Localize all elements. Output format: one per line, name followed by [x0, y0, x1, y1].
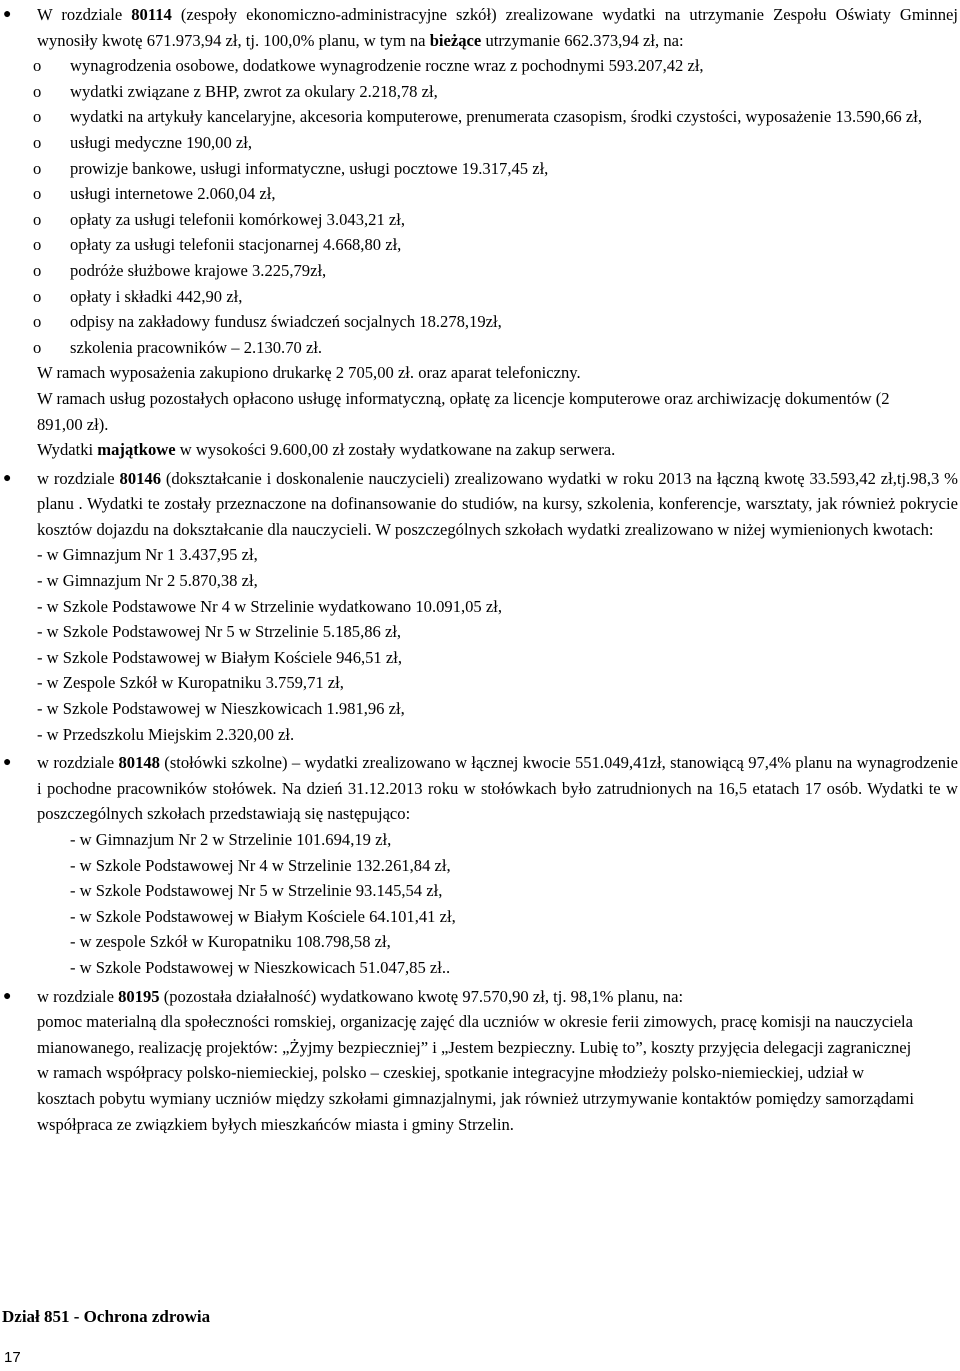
circle-bullet-icon: o [33, 235, 42, 255]
list-item: o opłaty za usługi telefonii komórkowej 3.043,21 zł, [0, 207, 956, 233]
bold-word: majątkowe [97, 440, 176, 460]
list-item: o opłaty za usługi telefonii stacjonarnej 4.668,80 zł, [0, 232, 956, 258]
text: (zespoły ekonomiczno-administracyjne szkół) zrealizowane wydatki na utrzymanie Zespołu Oświaty Gminnej wynosiły kwotę 671.973,94 zł, tj. 100,0% planu, w tym na [37, 5, 958, 50]
chapter-number: 80148 [118, 753, 160, 773]
bullet-icon: ● [3, 988, 12, 1004]
list-item: o wynagrodzenia osobowe, dodatkowe wynagrodzenie roczne wraz z pochodnymi 593.207,42 zł, [0, 53, 956, 79]
list-item: - w Zespole Szkół w Kuropatniku 3.759,71 zł, [37, 673, 344, 693]
bold-word: bieżące [429, 30, 482, 50]
circle-bullet-icon: o [33, 81, 42, 101]
list-item: - w Szkole Podstawowe Nr 4 w Strzelinie wydatkowano 10.091,05 zł, [37, 596, 503, 616]
bullet-icon: ● [3, 470, 12, 486]
section-80146: ● w rozdziale 80146 (dokształcanie i doskonalenie nauczycieli) zrealizowano wydatki w roku 2013 na łączną kwotę 33.593,42 zł,tj.98,3 % planu . Wydatki te zostały przeznaczone na dofinansowanie do studiów, na kursy, szkolenia, konferencje, warsztaty, jak również pokrycie kosztów dojazdu na dokształcanie dla nauczycieli. W poszczególnych szkołach wydatki zrealizowano w niżej wymienionych kwotach: [0, 466, 958, 543]
section-80148: ● w rozdziale 80148 (stołówki szkolne) – wydatki zrealizowano w łącznej kwocie 551.049,41zł, stanowiącą 97,4% planu na wynagrodzenie i pochodne pracowników stołówek. Na dzień 31.12.2013 roku w stołówkach było zatrudnionych na 16,5 etatach 17 osób. Wydatki te w poszczególnych szkołach przedstawiają się następująco: [0, 750, 958, 827]
list-item: - w Gimnazjum Nr 2 5.870,38 zł, [37, 571, 258, 591]
list-item: o usługi medyczne 190,00 zł, [0, 130, 956, 156]
list-80148 [0, 827, 960, 981]
list-item: - w Gimnazjum Nr 1 3.437,95 zł, [37, 545, 258, 565]
bullet-icon: ● [3, 7, 12, 22]
circle-bullet-icon: o [33, 286, 42, 306]
section-80114 [0, 2, 958, 53]
list-item: o szkolenia pracowników – 2.130.70 zł. [0, 335, 956, 361]
paragraph: W ramach usług pozostałych opłacono usługę informatyczną, opłatę za licencje komputerowe oraz archiwizację dokumentów (2 891,00 zł). [37, 388, 890, 434]
list-item: o wydatki na artykuły kancelaryjne, akcesoria komputerowe, prenumerata czasopism, środki czystości, wyposażenie 13.590,66 zł, [0, 104, 956, 130]
list-item: o opłaty i składki 442,90 zł, [0, 284, 956, 310]
chapter-number: 80114 [131, 5, 172, 24]
list-item: - w Szkole Podstawowej w Nieszkowicach 51.047,85 zł.. [70, 957, 451, 977]
chapter-number: 80146 [119, 468, 162, 488]
list-item: o prowizje bankowe, usługi informatyczne, usługi pocztowe 19.317,45 zł, [0, 156, 956, 182]
list-item: - w Szkole Podstawowej Nr 5 w Strzelinie 5.185,86 zł, [37, 622, 402, 642]
list-item: - w Szkole Podstawowej w Białym Kościele 64.101,41 zł, [70, 906, 456, 926]
circle-bullet-icon: o [33, 209, 42, 229]
text: W rozdziale [37, 5, 132, 24]
circle-bullet-icon: o [33, 337, 42, 357]
circle-bullet-icon: o [33, 107, 42, 127]
circle-bullet-icon: o [33, 184, 42, 204]
list-item: o usługi internetowe 2.060,04 zł, [0, 181, 956, 207]
list-item: - w Przedszkolu Miejskim 2.320,00 zł. [37, 724, 295, 744]
list-item: - w Szkole Podstawowej Nr 4 w Strzelinie 132.261,84 zł, [70, 855, 451, 875]
list-item: - w Szkole Podstawowej w Białym Kościele 946,51 zł, [37, 647, 403, 667]
bullet-icon: ● [3, 755, 12, 771]
list-item: o odpisy na zakładowy fundusz świadczeń socjalnych 18.278,19zł, [0, 309, 956, 335]
paragraph: pomoc materialną dla społeczności romskiej, organizację zajęć dla uczniów w okresie ferii zimowych, pracę komisji na nauczyciela mianowanego, realizację projektów: „Żyjmy bezpieczniej” i „Jestem bezpieczny. Lubię to”, koszty przyjęcia delegacji zagranicznej w ramach współpracy polsko-niemieckiej, polsko – czeskiej, spotkanie integracyjne młodzieży polsko-niemieckiej, udział w kosztach pobytu wymiany uczniów między szkołami gimnazjalnymi, jak również utrzymywanie kontaktów pomiędzy samorządami współpraca ze związkiem byłych mieszkańców miasta i gminy Strzelin. [37, 1012, 914, 1134]
text: utrzymanie 662.373,94 zł, na: [481, 30, 684, 50]
paragraph: W ramach wyposażenia zakupiono drukarkę 2 705,00 zł. oraz aparat telefoniczny. [37, 363, 581, 383]
section-80195: ● w rozdziale 80195 (pozostała działalność) wydatkowano kwotę 97.570,90 zł, tj. 98,1% planu, na: [0, 984, 958, 1010]
circle-bullet-icon: o [33, 260, 42, 280]
circle-bullet-icon: o [33, 56, 42, 76]
circle-bullet-icon: o [33, 158, 42, 178]
list-item: - w Szkole Podstawowej Nr 5 w Strzelinie 93.145,54 zł, [70, 881, 443, 901]
list-80114 [0, 53, 960, 360]
chapter-number: 80195 [118, 986, 160, 1006]
list-80146 [0, 542, 960, 747]
circle-bullet-icon: o [33, 132, 42, 152]
list-item: - w zespole Szkół w Kuropatniku 108.798,58 zł, [70, 932, 391, 952]
section-heading: Dział 851 - Ochrona zdrowia [2, 1307, 211, 1326]
paragraph: Wydatki majątkowe w wysokości 9.600,00 zł zostały wydatkowane na zakup serwera. [37, 440, 616, 460]
list-item: - w Szkole Podstawowej w Nieszkowicach 1.981,96 zł, [37, 699, 405, 719]
list-item: - w Gimnazjum Nr 2 w Strzelinie 101.694,19 zł, [70, 830, 392, 849]
list-item: o wydatki związane z BHP, zwrot za okulary 2.218,78 zł, [0, 79, 956, 105]
list-item: o podróże służbowe krajowe 3.225,79zł, [0, 258, 956, 284]
page-number: 17 [4, 1349, 21, 1366]
circle-bullet-icon: o [33, 312, 42, 332]
